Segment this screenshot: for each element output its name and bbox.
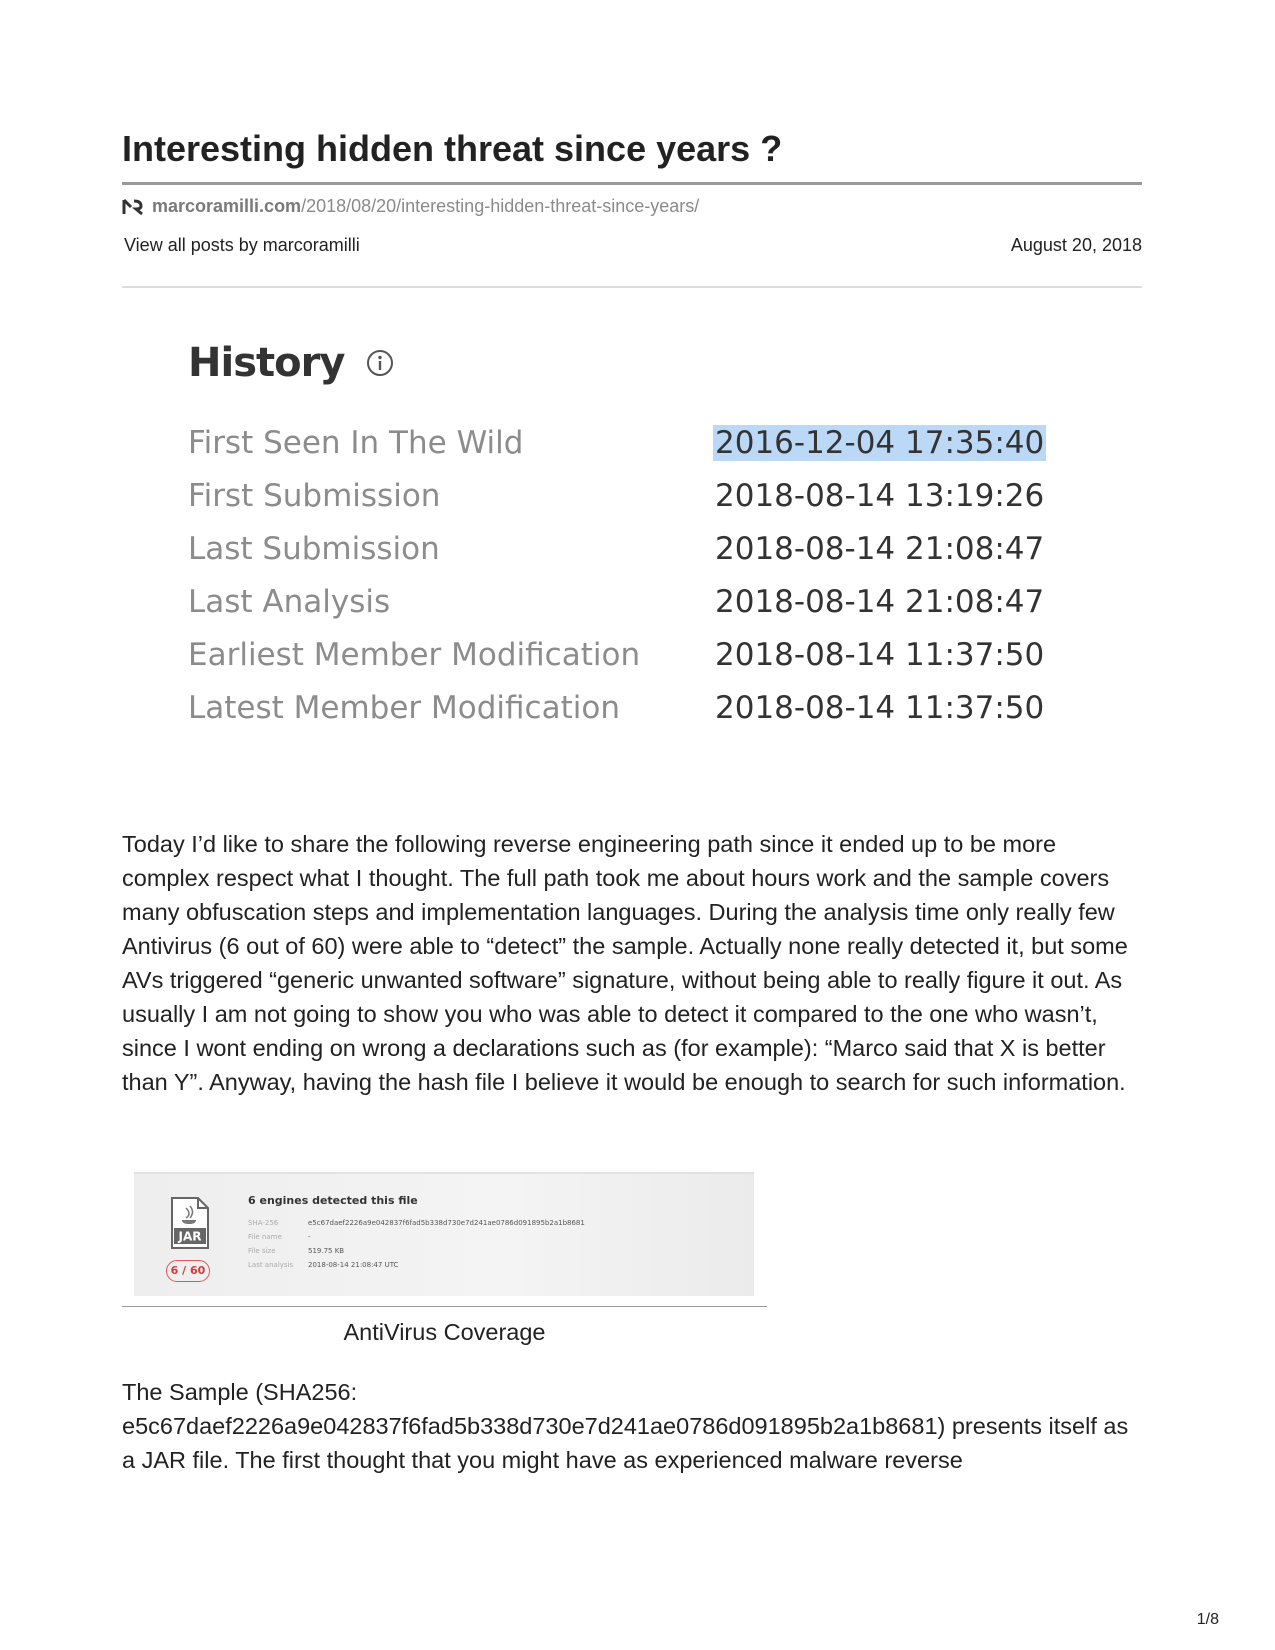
page-number: 1/8 (1196, 1611, 1219, 1628)
title-divider (122, 182, 1142, 185)
field-key: Last analysis (248, 1261, 294, 1269)
body-paragraph-2: The Sample (SHA256: e5c67daef2226a9e042837f6fad5b338d730e7d241ae0786d091895b2a1b8681) presents itself as a JAR file. The first thought that you might have as experienced malware reverse (122, 1379, 1129, 1473)
site-logo-icon (122, 198, 144, 216)
history-value: 2018-08-14 11:37:50 (715, 690, 1045, 726)
history-title: History (188, 340, 345, 386)
author-link[interactable]: View all posts by marcoramilli (124, 235, 360, 255)
figure-caption: AntiVirus Coverage (343, 1319, 546, 1345)
header-divider (122, 286, 1142, 288)
field-key: File size (248, 1247, 276, 1255)
history-row-latest-member-modification (188, 690, 1048, 744)
body-paragraph-1: Today I’d like to share the following reverse engineering path since it ended up to be more complex respect what I thought. The full path took me about hours work and the sample covers many obfuscation steps and implementation languages. During the analysis time only really few Antivirus (6 out of 60) were able to “detect” the sample. Actually none really detected it, but some AVs triggered “generic unwanted software” signature, without being able to really figure it out. As usually I am not going to show you who was able to detect it compared to the one who wasn’t, since I wont ending on wrong a declarations such as (for example): “Marco said that X is better than Y”. Anyway, having the hash file I believe it would be enough to search for such information. (122, 831, 1128, 1095)
history-row-last-analysis (188, 584, 1048, 638)
detection-ratio-badge: 6 / 60 (166, 1260, 210, 1282)
history-label: First Submission (188, 478, 441, 514)
history-value: 2018-08-14 13:19:26 (715, 478, 1045, 514)
source-url[interactable] (122, 196, 699, 217)
history-label: Earliest Member Modification (188, 637, 641, 673)
source-path: /2018/08/20/interesting-hidden-threat-since-years/ (301, 196, 700, 216)
field-key: SHA-256 (248, 1219, 279, 1227)
history-screenshot (188, 340, 1088, 726)
caption-divider (122, 1306, 767, 1307)
jar-label: JAR (178, 1229, 202, 1244)
field-value: - (308, 1233, 311, 1241)
file-details (248, 1216, 585, 1272)
history-label: Last Submission (188, 531, 440, 567)
field-value: e5c67daef2226a9e042837f6fad5b338d730e7d241ae0786d091895b2a1b8681 (308, 1219, 585, 1227)
jar-file-icon (170, 1196, 210, 1250)
history-label: Last Analysis (188, 584, 391, 620)
history-value: 2018-08-14 11:37:50 (715, 637, 1045, 673)
history-value: 2018-08-14 21:08:47 (715, 531, 1045, 567)
antivirus-coverage-image (134, 1172, 754, 1296)
publish-date: August 20, 2018 (1010, 235, 1142, 255)
history-row-first-submission (188, 478, 1048, 532)
history-value: 2018-08-14 21:08:47 (715, 584, 1045, 620)
detection-headline: 6 engines detected this file (248, 1194, 418, 1207)
article-title: Interesting hidden threat since years ? (122, 128, 783, 169)
field-value: 519.75 KB (308, 1247, 345, 1255)
history-value: 2016-12-04 17:35:40 (715, 425, 1045, 461)
history-label: First Seen In The Wild (188, 425, 524, 461)
history-row-last-submission (188, 531, 1048, 585)
source-domain: marcoramilli.com (152, 196, 302, 216)
history-label: Latest Member Modification (188, 690, 620, 726)
field-value: 2018-08-14 21:08:47 UTC (308, 1261, 399, 1269)
field-key: File name (248, 1233, 282, 1241)
info-icon (366, 349, 394, 377)
history-row-earliest-member-modification (188, 637, 1048, 691)
history-row-first-seen (188, 425, 1048, 479)
